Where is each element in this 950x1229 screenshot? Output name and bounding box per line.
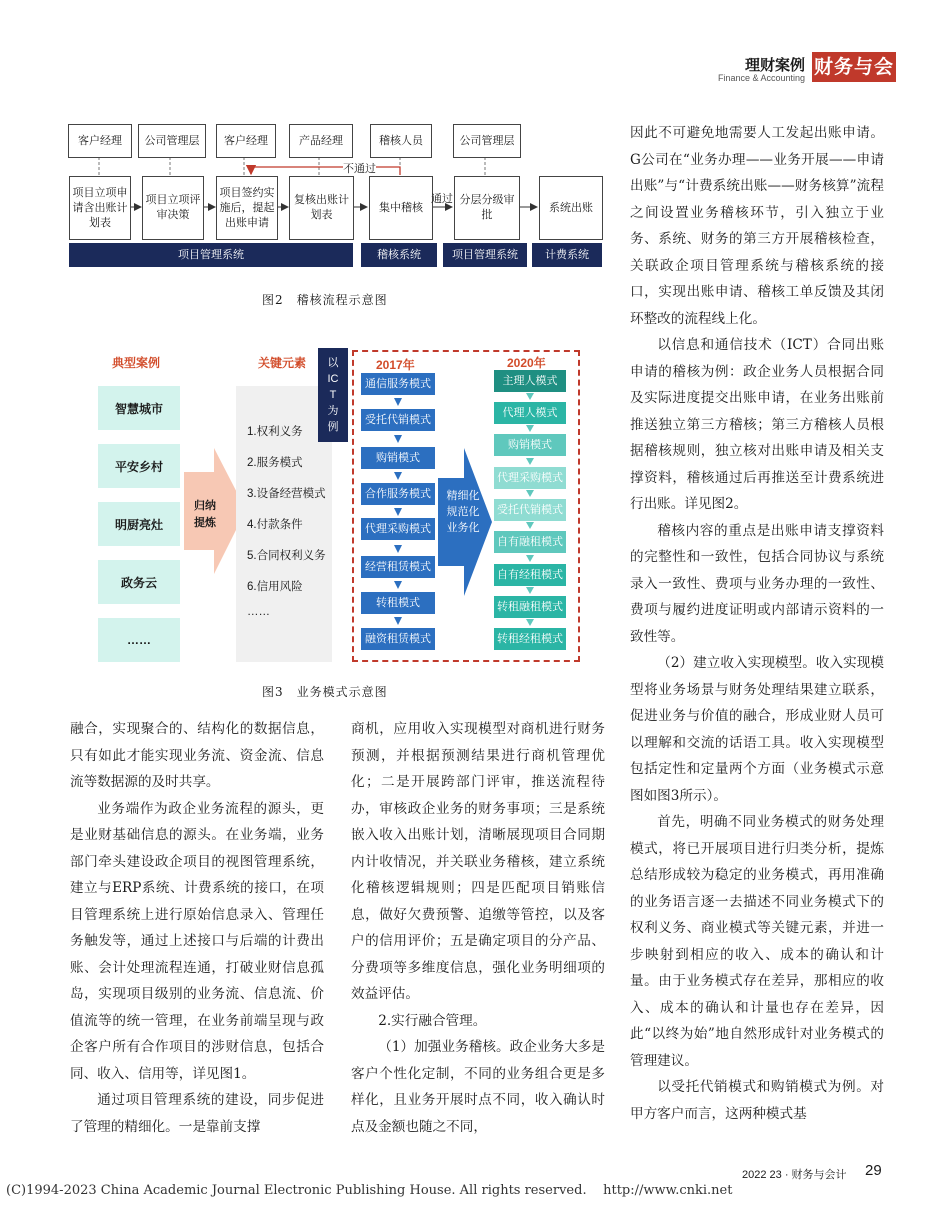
figure-2-caption: 图2 稽核流程示意图 xyxy=(262,293,388,307)
case-box: …… xyxy=(98,618,180,662)
case-box: 政务云 xyxy=(98,560,180,604)
mode-2020: 转租经租模式 xyxy=(494,628,566,650)
paragraph: 业务端作为政企业务流程的源头，更是业财基础信息的源头。在业务端，业务部门牵头建设政企项目的视图管理系统，建立与ERP系统、计费系统的接口，在项目管理系统上进行原始信息录入、管理任务触发等，通过上述接口与后端的计费出账、会计处理流程连通，打破业财信息孤岛，实现项目级别的业务流、信息流、价值流等的统一管理，在业务前端呈现与政企客户所有合作项目的涉财信息，包括合同、收入、信用等，详见图1。 xyxy=(70,800,324,1082)
step-line: 审批 xyxy=(481,194,515,221)
middle-column xyxy=(351,716,605,1140)
down-arrow-icon xyxy=(526,490,534,497)
paragraph: 融合，实现聚合的、结构化的数据信息，只有如此才能实现业务流、资金流、信息流等数据源的及时共享。 xyxy=(70,721,324,790)
flow-step xyxy=(369,176,433,240)
mode-2017: 转租模式 xyxy=(361,592,435,614)
ict-text: 以ICT为例 xyxy=(327,357,339,433)
case-box: 明厨亮灶 xyxy=(98,502,180,546)
role-box: 客户经理 xyxy=(68,124,132,158)
step-line: 集中稽核 xyxy=(379,201,423,214)
key-element: 1.权利义务 xyxy=(247,426,303,438)
figure-2 xyxy=(0,0,620,320)
step-line: 计划表 xyxy=(89,201,128,229)
role-box: 客户经理 xyxy=(216,124,276,158)
mode-2017: 受托代销模式 xyxy=(361,409,435,431)
down-arrow-icon xyxy=(526,587,534,594)
pass-label: 通过 xyxy=(431,193,453,205)
system-bar: 项目管理系统 xyxy=(443,243,527,267)
paragraph: 因此不可避免地需要人工发起出账申请。G公司在“业务办理——业务开展——申请出账”与“计费系统出账——财务核算”流程之间设置业务稽核环节，引入独立于业务、系统、财务的第三方开展稽核检查，关联政企项目管理系统与稽核系统的接口，实现出账申请、稽核工单反馈及其闭环整改的流程线上化。 xyxy=(630,125,884,327)
down-arrow-icon xyxy=(394,508,402,516)
step-line: 系统出账 xyxy=(549,201,593,214)
role-box: 公司管理层 xyxy=(138,124,206,158)
down-arrow-icon xyxy=(526,619,534,626)
case-box: 智慧城市 xyxy=(98,386,180,430)
copyright-line: (C)1994-2023 China Academic Journal Electronic Publishing House. All rights reserved. http://www.cnki.net xyxy=(6,1183,733,1198)
down-arrow-icon xyxy=(394,472,402,480)
step-line: 实施后， xyxy=(219,186,275,214)
figure-3 xyxy=(0,330,620,700)
mode-2020: 自有经租模式 xyxy=(494,564,566,586)
step-line: 分层分级 xyxy=(459,194,504,206)
left-column xyxy=(70,716,324,1140)
flow-step xyxy=(142,176,204,240)
page-number: 29 xyxy=(865,1162,882,1179)
mode-2020: 代理采购模式 xyxy=(494,467,566,489)
issue-label: 2022 23 · 财务与会计 xyxy=(742,1169,847,1181)
system-bar: 项目管理系统 xyxy=(69,243,353,267)
key-element: 4.付款条件 xyxy=(247,519,303,531)
figure-3-caption: 图3 业务模式示意图 xyxy=(262,685,388,699)
down-arrow-icon xyxy=(526,393,534,400)
induce-label xyxy=(190,498,220,532)
mode-2020: 购销模式 xyxy=(494,434,566,456)
mode-2017: 融资租赁模式 xyxy=(361,628,435,650)
key-element: 2.服务模式 xyxy=(247,457,303,469)
year-2020: 2020年 xyxy=(507,356,546,370)
down-arrow-icon xyxy=(394,581,402,589)
system-bar: 计费系统 xyxy=(532,243,602,267)
role-box: 产品经理 xyxy=(289,124,353,158)
paragraph: 稽核内容的重点是出账申请支撑资料的完整性和一致性，包括合同协议与系统录入一致性、费项与业务办理的一致性、费项与履约进度证明或内部请示资料的一致性等。 xyxy=(630,522,884,645)
key-element: 6.信用风险 xyxy=(247,581,303,593)
down-arrow-icon xyxy=(526,555,534,562)
mode-2017: 购销模式 xyxy=(361,447,435,469)
flow-step xyxy=(69,176,131,240)
mode-2020: 自有融租模式 xyxy=(494,531,566,553)
mode-2017: 代理采购模式 xyxy=(361,518,435,540)
case-box: 平安乡村 xyxy=(98,444,180,488)
flow-step xyxy=(454,176,520,240)
mode-2017: 通信服务模式 xyxy=(361,373,435,395)
paragraph: （2）建立收入实现模型。收入实现模型将业务场景与财务处理结果建立联系，促进业务与价值的融合，形成业财人员可以理解和交流的话语工具。收入实现模型包括定性和定量两个方面（业务模式示意图如图3所示）。 xyxy=(630,655,884,804)
step-line: 评审决策 xyxy=(156,194,201,221)
down-arrow-icon xyxy=(394,545,402,553)
paragraph: 以信息和通信技术（ICT）合同出账申请的稽核为例：政企业务人员根据合同及实际进度提交出账申请，在业务出账前推送独立第三方稽核；第三方稽核人员根据稽核规则，独立核对出账申请及相关支撑资料，稽核通过后再推送至计费系统进行出账。详见图2。 xyxy=(630,337,884,512)
cases-heading: 典型案例 xyxy=(112,356,161,370)
elements-heading: 关键元素 xyxy=(258,356,307,370)
step-line: 项目立项 xyxy=(72,186,117,199)
step-line: 复核出账 xyxy=(294,194,338,206)
role-box: 公司管理层 xyxy=(453,124,521,158)
down-arrow-icon xyxy=(526,425,534,432)
step-line: 申请 xyxy=(247,216,269,229)
ict-box xyxy=(318,348,348,442)
paragraph: 商机，应用收入实现模型对商机进行财务预测，并根据预测结果进行商机管理优化；二是开展跨部门评审，推送流程待办，审核政企业务的财务事项；三是系统嵌入收入出账计划，清晰展现项目合同期内计收情况，并关联业务稽核，建立系统化稽核逻辑规则；四是匹配项目销账信息，做好欠费预警、追缴等管控，以及客户的信用评价；五是确定项目的分产品、分费项等多维度信息，强化业务明细项的效益评估。 xyxy=(351,721,605,1002)
key-element: 3.设备经营模式 xyxy=(247,488,326,500)
mode-2020: 受托代销模式 xyxy=(494,499,566,521)
section-subtitle: Finance & Accounting xyxy=(717,73,805,83)
section-title: 理财案例 xyxy=(744,57,805,74)
step-line: 提起出账 xyxy=(225,201,275,229)
mode-2020: 主理人模式 xyxy=(494,370,566,392)
system-bar: 稽核系统 xyxy=(361,243,437,267)
mode-2020: 转租融租模式 xyxy=(494,596,566,618)
right-column xyxy=(630,120,884,1127)
down-arrow-icon xyxy=(394,617,402,625)
down-arrow-icon xyxy=(526,458,534,465)
paragraph: 首先，明确不同业务模式的财务处理模式，将已开展项目进行归类分析，提炼总结形成较为稳定的业务模式，再用准确的业务语言逐一去描述不同业务模式下的权利义务、商业模式等关键元素，并进一步映射到相应的收入、成本的确认和计量。由于业务模式存在差异，那相应的收入、成本的确认和计量也存在差异，因此“以终为始”地自然形成针对业务模式的管理建议。 xyxy=(630,814,884,1069)
flow-step xyxy=(289,176,354,240)
step-line: 项目签约 xyxy=(219,186,264,199)
down-arrow-icon xyxy=(526,522,534,529)
paragraph: 2.实行融合管理。 xyxy=(378,1012,487,1029)
key-element: …… xyxy=(247,606,270,618)
role-box: 稽核人员 xyxy=(370,124,432,158)
reject-arrow xyxy=(251,167,400,175)
step-line: 计划表 xyxy=(310,194,349,221)
reject-label: 不通过 xyxy=(343,160,376,176)
paragraph: （1）加强业务稽核。政企业务大多是客户个性化定制，不同的业务组合更是多样化，且业务开展时点不同，收入确认时点及金额也随之不同， xyxy=(351,1039,605,1135)
flow-step xyxy=(216,176,278,240)
down-arrow-icon xyxy=(394,398,402,406)
refine-label xyxy=(442,488,484,536)
flow-step xyxy=(539,176,603,240)
key-element: 5.合同权利义务 xyxy=(247,550,326,562)
induce-text: 归纳提炼 xyxy=(194,500,216,529)
mode-2017: 合作服务模式 xyxy=(361,483,435,505)
refine-text: 精细化规范化业务化 xyxy=(446,490,480,534)
paragraph: 以受托代销模式和购销模式为例。对甲方客户而言，这两种模式基 xyxy=(630,1079,884,1122)
paragraph: 通过项目管理系统的建设，同步促进了管理的精细化。一是靠前支撑 xyxy=(70,1092,324,1135)
year-2017: 2017年 xyxy=(376,358,415,372)
mode-2017: 经营租赁模式 xyxy=(361,556,435,578)
mode-2020: 代理人模式 xyxy=(494,402,566,424)
step-line: 项目立项 xyxy=(145,194,190,206)
down-arrow-icon xyxy=(394,435,402,443)
journal-brand-logo: 财务与会计 xyxy=(812,52,896,82)
step-line: 申请含出账 xyxy=(72,186,128,214)
